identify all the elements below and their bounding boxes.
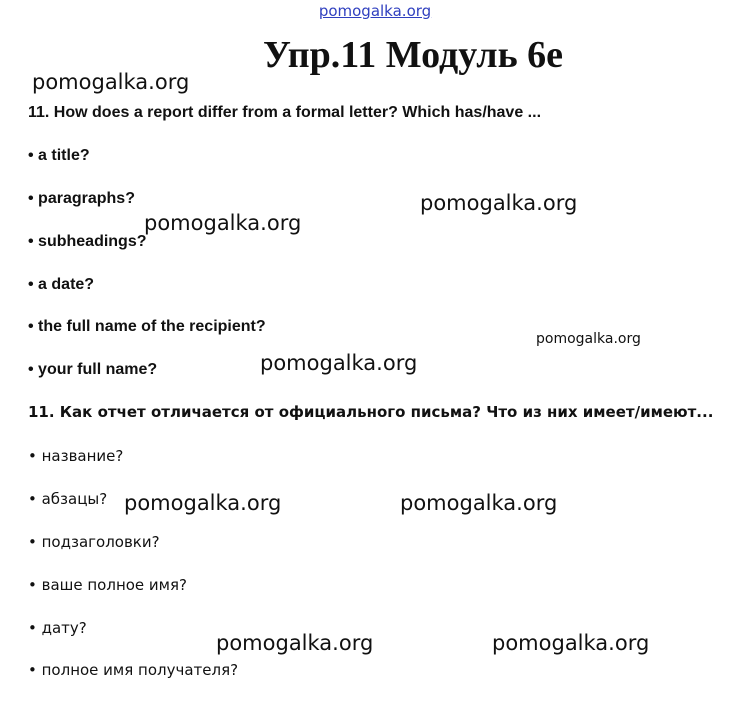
list-item: • the full name of the recipient? <box>28 318 266 335</box>
watermark: pomogalka.org <box>536 331 641 347</box>
watermark: pomogalka.org <box>400 491 558 515</box>
watermark: pomogalka.org <box>144 211 302 235</box>
list-item: • subheadings? <box>28 233 147 250</box>
list-item: • полное имя получателя? <box>28 661 239 679</box>
list-item: • абзацы? <box>28 490 108 508</box>
list-item: • ваше полное имя? <box>28 576 187 594</box>
question-russian: 11. Как отчет отличается от официального письма? Что из них имеет/имеют... <box>28 403 714 421</box>
list-item: • paragraphs? <box>28 190 135 207</box>
page-title: Упр.11 Модуль 6е <box>263 34 564 76</box>
question-english: 11. How does a report differ from a formal letter? Which has/have ... <box>28 104 542 121</box>
list-item: • подзаголовки? <box>28 533 160 551</box>
watermark: pomogalka.org <box>420 191 578 215</box>
list-item: • a date? <box>28 276 95 293</box>
watermark: pomogalka.org <box>124 491 282 515</box>
watermark: pomogalka.org <box>32 70 190 94</box>
top-watermark-link[interactable]: pomogalka.org <box>318 2 432 20</box>
list-item: • a title? <box>28 147 90 164</box>
watermark: pomogalka.org <box>216 631 374 655</box>
list-item: • дату? <box>28 619 87 637</box>
list-item: • your full name? <box>28 361 158 378</box>
watermark: pomogalka.org <box>492 631 650 655</box>
list-item: • название? <box>28 447 124 465</box>
watermark: pomogalka.org <box>260 351 418 375</box>
